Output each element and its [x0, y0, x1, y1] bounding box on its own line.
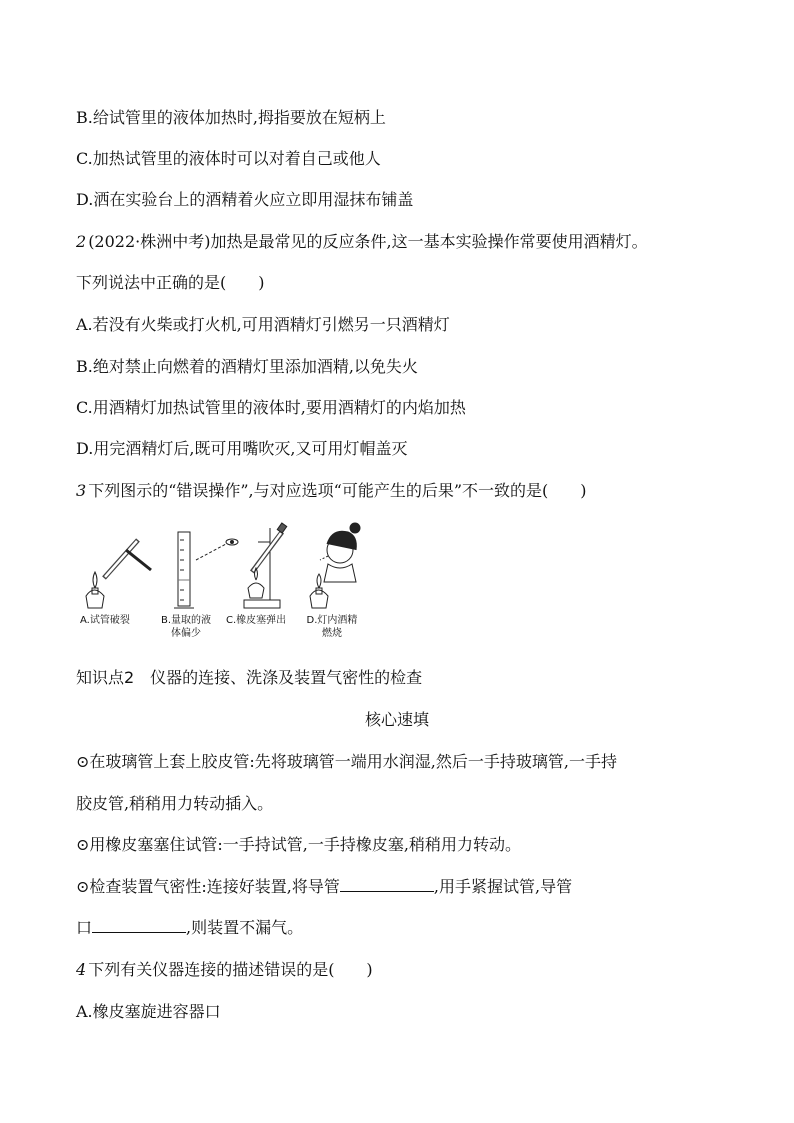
q3-stem	[76, 480, 586, 502]
caption-b-line1: B.量取的液	[160, 615, 212, 626]
q2-option-c: C.用酒精灯加热试管里的液体时,要用酒精灯的内焰加热	[76, 398, 466, 417]
q2-option-d: D.用完酒精灯后,既可用嘴吹灭,又可用灯帽盖灭	[76, 439, 408, 458]
caption-c: C.橡皮塞弹出	[226, 615, 287, 626]
caption-b-line2: 体偏少	[171, 628, 201, 639]
question-number: 4	[76, 960, 87, 979]
q1-option-d: D.洒在实验台上的酒精着火应立即用湿抹布铺盖	[76, 190, 414, 209]
caption-d-line1: D.灯内酒精	[306, 615, 358, 626]
q3-stem-text: 下列图示的“错误操作”,与对应选项“可能产生的后果”不一致的是( )	[88, 481, 587, 500]
caption-d	[300, 614, 364, 640]
fill-item-3-line2	[76, 917, 303, 939]
q4-option-a: A.橡皮塞旋进容器口	[76, 1002, 221, 1021]
caption-b	[156, 614, 216, 640]
q2-stem-line2: 下列说法中正确的是( )	[76, 273, 265, 292]
lamp-icon	[86, 572, 104, 608]
q4-stem	[76, 959, 373, 981]
section-subheading: 核心速填	[364, 710, 429, 729]
q2-stem	[76, 231, 648, 253]
fill-item-3-text: ,则装置不漏气。	[186, 918, 304, 937]
fill-item-3-text: ⊙检查装置气密性:连接好装置,将导管	[76, 877, 340, 896]
section-heading: 知识点2 仪器的连接、洗涤及装置气密性的检查	[76, 668, 423, 687]
apparatus-illustration	[76, 520, 376, 615]
fill-item-3-text: ,用手紧握试管,导管	[433, 877, 573, 896]
fill-item-2: ⊙用橡皮塞塞住试管:一手持试管,一手持橡皮塞,稍稍用力转动。	[76, 835, 521, 854]
q4-stem-text: 下列有关仪器连接的描述错误的是( )	[88, 960, 373, 979]
q3-figure	[76, 520, 376, 642]
caption-a: A.试管破裂	[80, 615, 130, 626]
q1-option-c: C.加热试管里的液体时可以对着自己或他人	[76, 149, 381, 168]
question-number: 2	[76, 232, 87, 251]
q2-option-b: B.绝对禁止向燃着的酒精灯里添加酒精,以免失火	[76, 357, 418, 376]
fill-item-3	[76, 876, 572, 898]
fill-item-1: ⊙在玻璃管上套上胶皮管:先将玻璃管一端用水润湿,然后一手持玻璃管,一手持	[76, 752, 617, 771]
fill-item-1-line2: 胶皮管,稍稍用力转动插入。	[76, 794, 274, 813]
answer-blank[interactable]	[340, 877, 434, 892]
question-number: 3	[76, 481, 87, 500]
q1-option-b: B.给试管里的液体加热时,拇指要放在短柄上	[76, 108, 386, 127]
answer-blank[interactable]	[92, 918, 186, 933]
caption-d-line2: 燃烧	[322, 628, 342, 639]
q2-stem-text: (2022·株洲中考)加热是最常见的反应条件,这一基本实验操作常要使用酒精灯。	[88, 232, 648, 251]
fill-item-3-text: 口	[76, 918, 93, 937]
person-icon	[320, 523, 360, 582]
q2-option-a: A.若没有火柴或打火机,可用酒精灯引燃另一只酒精灯	[76, 315, 450, 334]
